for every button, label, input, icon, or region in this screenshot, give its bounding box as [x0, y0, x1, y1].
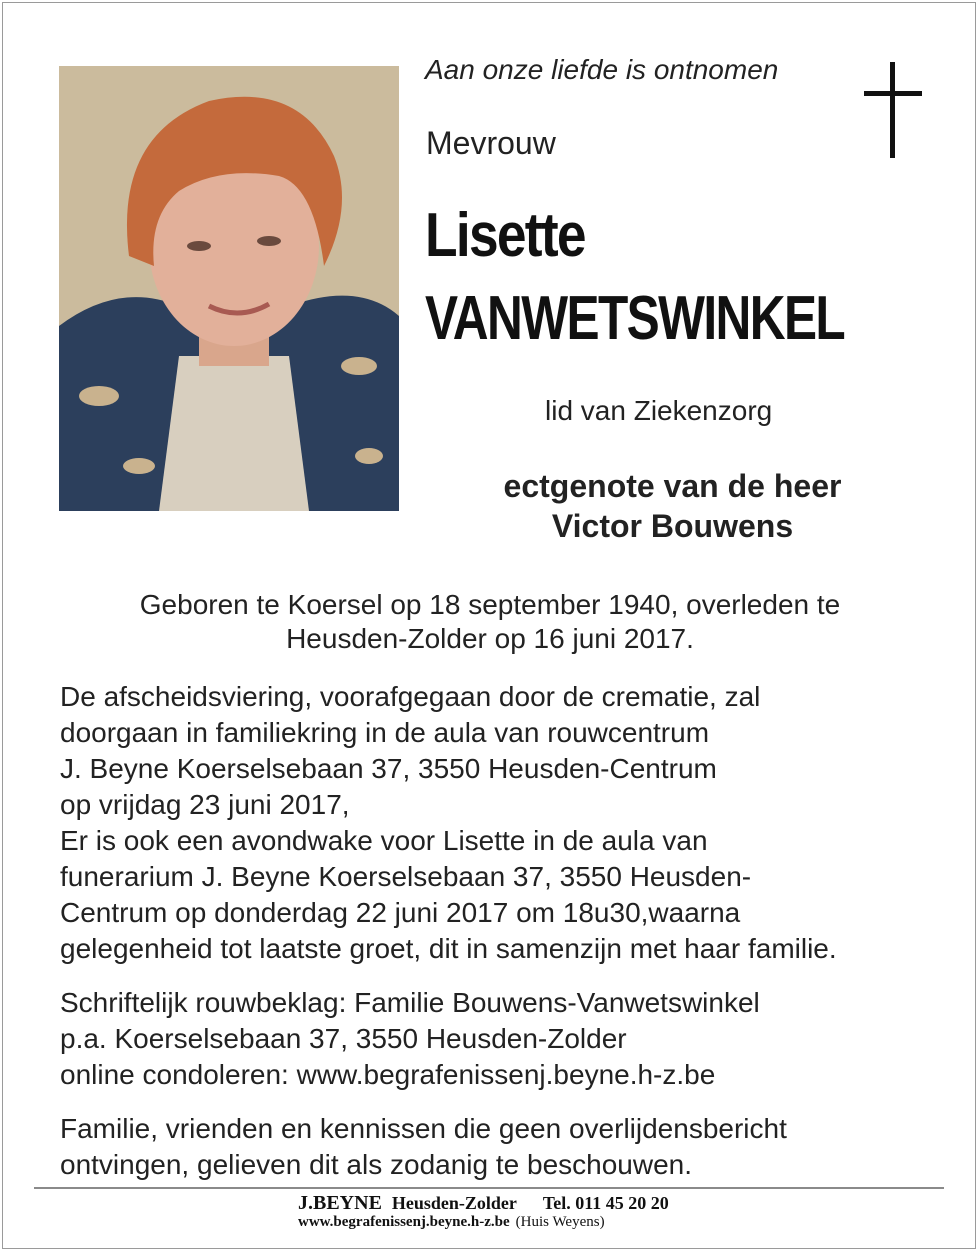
ceremony-line: funerarium J. Beyne Koerselsebaan 37, 3550 Heusden-	[60, 861, 752, 892]
ceremony-line: doorgaan in familiekring in de aula van rouwcentrum	[60, 717, 710, 748]
portrait-photo	[59, 66, 399, 511]
condolence-line: Schriftelijk rouwbeklag: Familie Bouwens-Vanwetswinkel	[60, 987, 760, 1018]
deceased-first-name: Lisette	[425, 201, 585, 270]
birth-death-line: Heusden-Zolder op 16 juni 2017.	[286, 623, 694, 654]
funeral-home-brand: J.BEYNE	[298, 1192, 382, 1214]
condolence-link[interactable]: online condoleren: www.begrafenissenj.beyne.h-z.be	[60, 1059, 716, 1090]
salutation: Mevrouw	[426, 125, 556, 161]
funeral-home-website[interactable]: www.begrafenissenj.beyne.h-z.be	[298, 1214, 510, 1230]
birth-death-block	[30, 588, 950, 656]
ceremony-line: gelegenheid tot laatste groet, dit in samenzijn met haar familie.	[60, 933, 837, 964]
spouse-line: ectgenote van de heer	[503, 468, 842, 504]
intro-line: Aan onze liefde is ontnomen	[425, 54, 779, 85]
funeral-home-phone: Tel. 011 45 20 20	[542, 1193, 669, 1213]
funeral-home-house: (Huis Weyens)	[515, 1214, 605, 1230]
ceremony-line: De afscheidsviering, voorafgegaan door de crematie, zal	[60, 681, 761, 712]
ceremony-line: Er is ook een avondwake voor Lisette in de aula van	[60, 825, 708, 856]
ceremony-paragraph	[60, 679, 837, 967]
ceremony-line: op vrijdag 23 juni 2017,	[60, 789, 350, 820]
funeral-home-footer	[298, 1193, 669, 1231]
footer-divider	[34, 1187, 944, 1189]
condolence-paragraph	[60, 985, 760, 1093]
cross-icon	[864, 62, 922, 158]
spouse-block	[420, 466, 925, 546]
spouse-name: Victor Bouwens	[551, 508, 794, 544]
ceremony-line: Centrum op donderdag 22 juni 2017 om 18u30,waarna	[60, 897, 741, 928]
condolence-line: p.a. Koerselsebaan 37, 3550 Heusden-Zolder	[60, 1023, 627, 1054]
funeral-home-city: Heusden-Zolder	[391, 1193, 517, 1213]
closing-line: Familie, vrienden en kennissen die geen overlijdensbericht	[60, 1113, 787, 1144]
closing-paragraph	[60, 1111, 787, 1183]
membership-line: lid van Ziekenzorg	[545, 395, 773, 426]
deceased-last-name: VANWETSWINKEL	[425, 284, 845, 353]
closing-line: ontvingen, gelieven dit als zodanig te beschouwen.	[60, 1149, 692, 1180]
ceremony-line: J. Beyne Koerselsebaan 37, 3550 Heusden-Centrum	[60, 753, 717, 784]
birth-death-line: Geboren te Koersel op 18 september 1940, overleden te	[139, 589, 841, 620]
